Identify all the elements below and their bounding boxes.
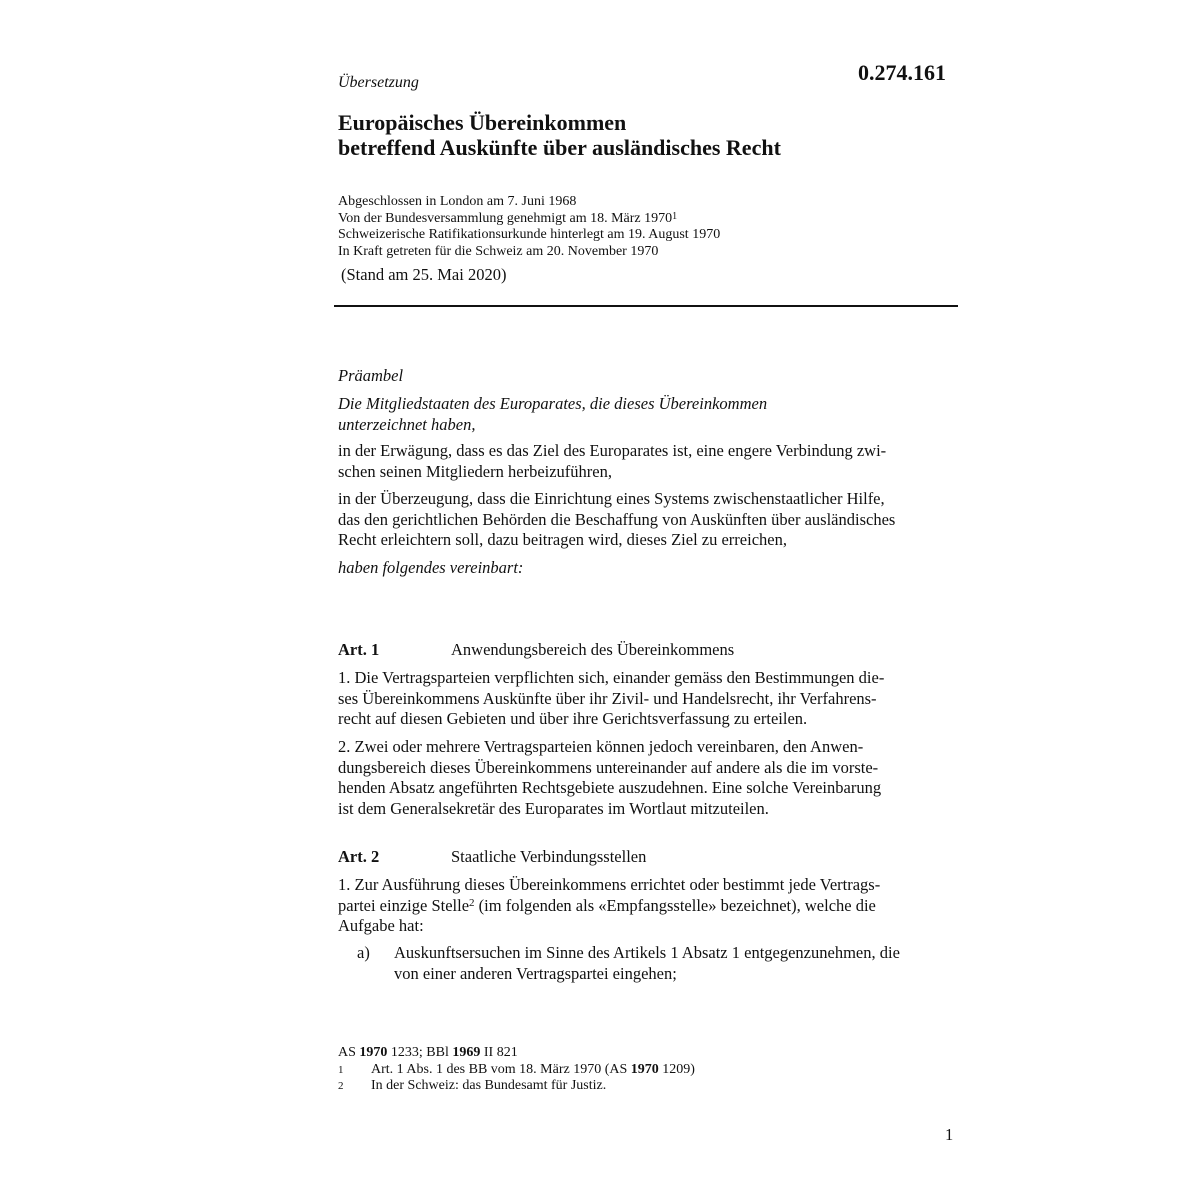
ratification-date: Schweizerische Ratifikationsurkunde hinterlegt am 19. August 1970 xyxy=(338,227,721,242)
footnote-ref-1[interactable]: 1 xyxy=(672,210,678,222)
approval-date xyxy=(338,211,720,228)
footnote-number: 1 xyxy=(338,1063,344,1076)
header-divider xyxy=(334,305,958,307)
article-title: Staatliche Verbindungsstellen xyxy=(451,847,647,866)
paragraph-line: Aufgabe hat: xyxy=(338,916,424,935)
source-text: II 821 xyxy=(480,1045,518,1060)
list-item-a xyxy=(357,943,957,983)
paragraph-line: 1. Zur Ausführung dieses Übereinkommens errichtet oder bestimmt jede Vertrags- xyxy=(338,875,881,894)
footnote-ref-2[interactable]: 2 xyxy=(469,896,475,909)
paragraph-line: das den gerichtlichen Behörden die Beschaffung von Auskünften über ausländisches xyxy=(338,509,896,529)
preamble-intro-line: unterzeichnet haben, xyxy=(338,414,476,434)
list-text xyxy=(394,943,955,984)
approval-text: Von der Bundesversammlung genehmigt am 18. März 1970 xyxy=(338,210,673,226)
list-marker: a) xyxy=(357,943,370,962)
translation-label: Übersetzung xyxy=(338,74,419,91)
preamble-intro-line: Die Mitgliedstaaten des Europarates, die dieses Übereinkommen xyxy=(338,394,768,413)
paragraph-line: Auskunftsersuchen im Sinne des Artikels 1 Absatz 1 entgegenzunehmen, die xyxy=(394,943,900,962)
concluded-date: Abgeschlossen in London am 7. Juni 1968 xyxy=(338,194,577,209)
preamble-heading: Präambel xyxy=(338,366,404,385)
paragraph-line: 2. Zwei oder mehrere Vertragsparteien können jedoch vereinbaren, den Anwen- xyxy=(338,737,864,756)
treaty-metadata xyxy=(338,194,720,260)
paragraph-line: schen seinen Mitgliedern herbeizuführen, xyxy=(338,461,612,481)
page-number: 1 xyxy=(945,1125,954,1144)
footnote-number: 2 xyxy=(338,1080,344,1092)
paragraph-line: 1. Die Vertragsparteien verpflichten sich, einander gemäss den Bestimmungen die- xyxy=(338,668,885,687)
article-number: Art. 1 xyxy=(338,640,380,659)
paragraph-line xyxy=(338,896,956,917)
paragraph-text: (im folgenden als «Empfangsstelle» bezeichnet), welche die xyxy=(474,895,876,915)
preamble-intro xyxy=(338,394,956,435)
footnote-text: Art. 1 Abs. 1 des BB vom 18. März 1970 (AS xyxy=(371,1061,631,1077)
sr-number: 0.274.161 xyxy=(858,60,946,85)
in-force-date: In Kraft getreten für die Schweiz am 20. November 1970 xyxy=(338,243,659,259)
title-line-1: Europäisches Übereinkommen xyxy=(338,110,627,135)
paragraph-line: von einer anderen Vertragspartei eingehen; xyxy=(394,963,677,983)
paragraph-line: dungsbereich dieses Übereinkommens untereinander auf andere als die im vorste- xyxy=(338,757,879,777)
preamble-paragraph-1 xyxy=(338,441,956,482)
footnote-2 xyxy=(338,1078,695,1095)
document-title xyxy=(338,110,781,160)
paragraph-line: recht auf diesen Gebieten und über ihre Gerichtsverfassung zu erteilen. xyxy=(338,709,808,728)
footnote-text: 1209) xyxy=(658,1061,695,1077)
source-year: 1970 xyxy=(359,1045,388,1060)
source-year: 1969 xyxy=(452,1045,481,1060)
source-text: 1233; BBl xyxy=(387,1045,453,1060)
paragraph-line: in der Überzeugung, dass die Einrichtung eines Systems zwischenstaatlicher Hilfe, xyxy=(338,489,885,508)
paragraph-line: ses Übereinkommens Auskünfte über ihr Zivil- und Handelsrecht, ihr Verfahrens- xyxy=(338,688,877,708)
article-1-heading xyxy=(338,640,734,660)
article-2-paragraph-1 xyxy=(338,875,956,937)
paragraph-text: partei einzige Stelle xyxy=(338,895,470,915)
footnote-year: 1970 xyxy=(630,1061,659,1077)
paragraph-line: ist dem Generalsekretär des Europarates im Wortlaut mitzuteilen. xyxy=(338,798,769,818)
paragraph-line: in der Erwägung, dass es das Ziel des Europarates ist, eine engere Verbindung zwi- xyxy=(338,441,887,460)
paragraph-line: henden Absatz angeführten Rechtsgebiete auszudehnen. Eine solche Vereinbarung xyxy=(338,778,882,797)
footnotes xyxy=(338,1045,695,1095)
paragraph-line: Recht erleichtern soll, dazu beitragen wird, dieses Ziel zu erreichen, xyxy=(338,530,787,549)
article-number: Art. 2 xyxy=(338,847,380,866)
footnote-1 xyxy=(338,1062,695,1079)
source-text: AS xyxy=(338,1045,360,1060)
article-1-paragraph-1 xyxy=(338,668,956,730)
article-1-paragraph-2 xyxy=(338,737,956,819)
footnote-text: In der Schweiz: das Bundesamt für Justiz. xyxy=(371,1078,607,1093)
source-reference xyxy=(338,1045,695,1062)
title-line-2: betreffend Auskünfte über ausländisches Recht xyxy=(338,135,781,160)
preamble-paragraph-2 xyxy=(338,489,956,551)
article-2-heading xyxy=(338,847,646,867)
preamble-closing: haben folgendes vereinbart: xyxy=(338,558,524,577)
article-title: Anwendungsbereich des Übereinkommens xyxy=(451,640,735,659)
status-date: (Stand am 25. Mai 2020) xyxy=(341,265,507,284)
